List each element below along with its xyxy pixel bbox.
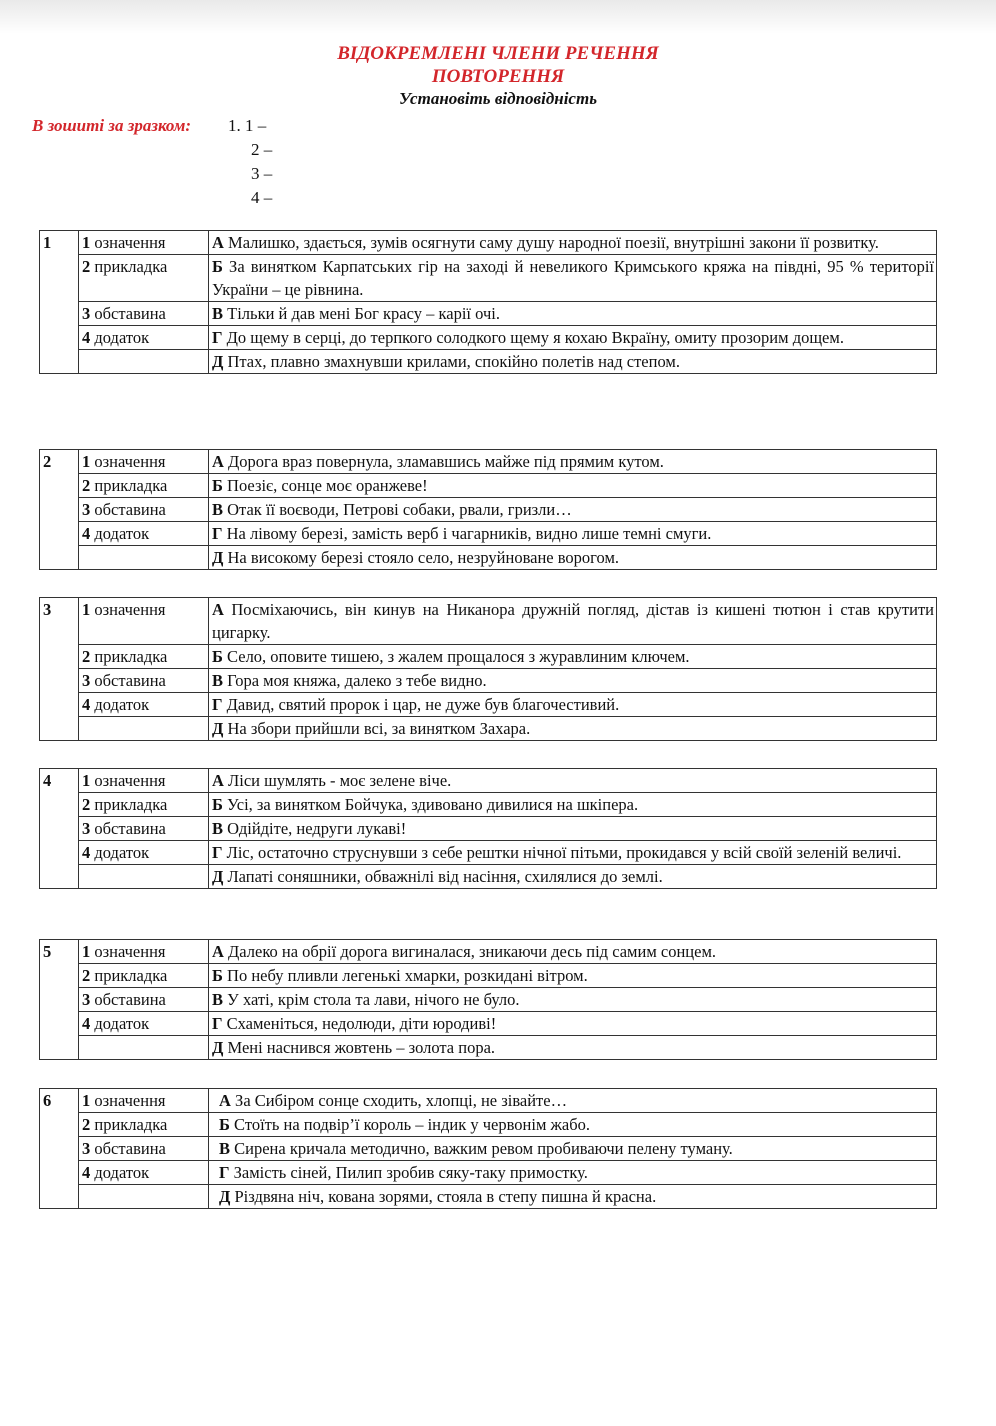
member-cell: 3 обставина bbox=[79, 498, 209, 522]
table-row bbox=[40, 255, 937, 302]
task-table-6 bbox=[39, 1088, 937, 1209]
sentence-letter: А bbox=[212, 942, 224, 961]
member-cell: 2 прикладка bbox=[79, 255, 209, 302]
sentence-text: Малишко, здається, зумів осягнути саму душу народної поезії, внутрішні закони її розвитку. bbox=[228, 233, 879, 252]
table-row bbox=[40, 1012, 937, 1036]
sentence-cell bbox=[209, 841, 937, 865]
sentence-letter: Г bbox=[219, 1163, 230, 1182]
member-cell: 2 прикладка bbox=[79, 793, 209, 817]
table-row bbox=[40, 1161, 937, 1185]
member-cell-empty bbox=[79, 717, 209, 741]
sentence-letter: Б bbox=[212, 647, 223, 666]
sentence-cell bbox=[209, 350, 937, 374]
member-cell: 4 додаток bbox=[79, 1161, 209, 1185]
sentence-text: Село, оповите тишею, з жалем прощалося з журавлиним ключем. bbox=[227, 647, 690, 666]
sentence-letter: А bbox=[219, 1091, 231, 1110]
sentence-cell bbox=[209, 598, 937, 645]
sentence-letter: А bbox=[212, 452, 224, 471]
sentence-cell bbox=[209, 793, 937, 817]
sentence-text: Сирена кричала методично, важким ревом пробиваючи пелену туману. bbox=[234, 1139, 733, 1158]
member-label: прикладка bbox=[94, 476, 168, 495]
sentence-text: Замість сіней, Пилип зробив сяку-таку примостку. bbox=[233, 1163, 588, 1182]
sentence-cell bbox=[209, 717, 937, 741]
sentence-cell bbox=[209, 669, 937, 693]
sentence-letter: В bbox=[212, 500, 224, 519]
sentence-text: Птах, плавно змахнувши крилами, спокійно полетів над степом. bbox=[227, 352, 680, 371]
sentence-text: Тільки й дав мені Бог красу – карії очі. bbox=[227, 304, 500, 323]
sentence-text: Усі, за винятком Бойчука, здивовано дивилися на шкіпера. bbox=[227, 795, 639, 814]
sentence-letter: В bbox=[219, 1139, 231, 1158]
table-row bbox=[40, 988, 937, 1012]
member-label: додаток bbox=[94, 328, 150, 347]
sentence-text: Дорога враз повернула, зламавшись майже під прямим кутом. bbox=[228, 452, 664, 471]
table-row bbox=[40, 717, 937, 741]
member-label: означення bbox=[94, 600, 166, 619]
sentence-text: Одійдіте, недруги лукаві! bbox=[227, 819, 407, 838]
sentence-text: За Сибіром сонце сходить, хлопці, не зівайте… bbox=[235, 1091, 568, 1110]
sentence-letter: Г bbox=[212, 695, 223, 714]
sentence-text: Поезіє, сонце моє оранжеве! bbox=[227, 476, 428, 495]
sentence-text: Стоїть на подвір’ї король – індик у червонім жабо. bbox=[234, 1115, 591, 1134]
sample-line: 3 – bbox=[251, 164, 273, 183]
sentence-letter: А bbox=[212, 771, 224, 790]
member-label: прикладка bbox=[94, 647, 168, 666]
sentence-text: До щему в серці, до терпкого солодкого щему я кохаю Вкраїну, омиту прозорим дощем. bbox=[226, 328, 844, 347]
sentence-letter: В bbox=[212, 819, 224, 838]
table-row bbox=[40, 793, 937, 817]
sentence-cell bbox=[209, 474, 937, 498]
table-row bbox=[40, 693, 937, 717]
sentence-text: Мені наснився жовтень – золота пора. bbox=[227, 1038, 496, 1057]
sentence-cell bbox=[209, 693, 937, 717]
sentence-letter: Б bbox=[212, 257, 223, 276]
table-row bbox=[40, 522, 937, 546]
table-row bbox=[40, 598, 937, 645]
member-cell: 3 обставина bbox=[79, 669, 209, 693]
table-row bbox=[40, 645, 937, 669]
sentence-letter: Г bbox=[212, 524, 223, 543]
sentence-letter: Д bbox=[212, 719, 224, 738]
sample-line: 2 – bbox=[251, 140, 273, 159]
table-row bbox=[40, 1089, 937, 1113]
sentence-letter: Б bbox=[212, 476, 223, 495]
table-row bbox=[40, 1185, 937, 1209]
sentence-cell bbox=[209, 940, 937, 964]
member-cell-empty bbox=[79, 546, 209, 570]
task-number: 2 bbox=[40, 450, 79, 570]
task-number: 5 bbox=[40, 940, 79, 1060]
title-line-2: ПОВТОРЕННЯ bbox=[431, 66, 565, 87]
sentence-letter: Д bbox=[212, 352, 224, 371]
sentence-letter: Б bbox=[212, 966, 223, 985]
member-cell-empty bbox=[79, 865, 209, 889]
table-row bbox=[40, 1113, 937, 1137]
member-cell: 2 прикладка bbox=[79, 1113, 209, 1137]
task-number: 1 bbox=[40, 231, 79, 374]
sentence-letter: Г bbox=[212, 843, 223, 862]
instruction: Установіть відповідність bbox=[399, 89, 597, 108]
member-label: обставина bbox=[94, 500, 166, 519]
sentence-letter: Б bbox=[212, 795, 223, 814]
worksheet-header bbox=[0, 42, 996, 110]
table-row bbox=[40, 546, 937, 570]
member-label: означення bbox=[94, 771, 166, 790]
sentence-cell bbox=[209, 1185, 937, 1209]
sentence-cell bbox=[209, 817, 937, 841]
table-row bbox=[40, 302, 937, 326]
task-number: 6 bbox=[40, 1089, 79, 1209]
table-row bbox=[40, 669, 937, 693]
member-label: додаток bbox=[94, 1014, 150, 1033]
table-row bbox=[40, 841, 937, 865]
member-label: додаток bbox=[94, 843, 150, 862]
member-cell: 1 означення bbox=[79, 769, 209, 793]
sentence-letter: Д bbox=[212, 867, 224, 886]
member-cell: 4 додаток bbox=[79, 1012, 209, 1036]
sentence-cell bbox=[209, 1161, 937, 1185]
task-number: 3 bbox=[40, 598, 79, 741]
top-shade bbox=[0, 0, 996, 34]
sentence-cell bbox=[209, 255, 937, 302]
sentence-cell bbox=[209, 522, 937, 546]
member-cell: 4 додаток bbox=[79, 522, 209, 546]
sentence-text: За винятком Карпатських гір на заході й невеликого Кримського кряжа на півдні, 95 % території України – це рівнина. bbox=[212, 257, 935, 299]
table-row bbox=[40, 817, 937, 841]
member-cell: 1 означення bbox=[79, 1089, 209, 1113]
member-cell-empty bbox=[79, 350, 209, 374]
sentence-cell bbox=[209, 1036, 937, 1060]
table-row bbox=[40, 450, 937, 474]
sentence-text: По небу пливли легенькі хмарки, розкидані вітром. bbox=[227, 966, 588, 985]
sentence-letter: В bbox=[212, 671, 224, 690]
sentence-letter: Д bbox=[212, 1038, 224, 1057]
sentence-text: Ліс, остаточно струснувши з себе рештки нічної пітьми, прокидався у всій своїй зеленій величі. bbox=[226, 843, 902, 862]
sentence-letter: А bbox=[212, 600, 224, 619]
sentence-text: Схаменіться, недолюди, діти юродиві! bbox=[226, 1014, 497, 1033]
member-label: означення bbox=[94, 452, 166, 471]
member-label: означення bbox=[94, 1091, 166, 1110]
sentence-text: На збори прийшли всі, за винятком Захара. bbox=[227, 719, 531, 738]
sentence-cell bbox=[209, 302, 937, 326]
table-row bbox=[40, 350, 937, 374]
task-table-5 bbox=[39, 939, 937, 1060]
title-line-1: ВІДОКРЕМЛЕНІ ЧЛЕНИ РЕЧЕННЯ bbox=[337, 43, 659, 64]
table-row bbox=[40, 326, 937, 350]
member-label: прикладка bbox=[94, 966, 168, 985]
sentence-cell bbox=[209, 1113, 937, 1137]
member-label: прикладка bbox=[94, 795, 168, 814]
task-table-4 bbox=[39, 768, 937, 889]
table-row bbox=[40, 474, 937, 498]
member-label: означення bbox=[94, 233, 166, 252]
member-cell: 1 означення bbox=[79, 450, 209, 474]
sentence-cell bbox=[209, 645, 937, 669]
sentence-text: У хаті, крім стола та лави, нічого не було. bbox=[227, 990, 520, 1009]
member-label: обставина bbox=[94, 990, 166, 1009]
table-row bbox=[40, 1137, 937, 1161]
member-label: означення bbox=[94, 942, 166, 961]
sentence-text: Отак її воєводи, Петрові собаки, рвали, гризли… bbox=[227, 500, 572, 519]
sentence-text: Посміхаючись, він кинув на Никанора дружній погляд, дістав із кишені тютюн і став крутити цигарку. bbox=[212, 600, 935, 642]
sentence-text: Гора моя княжа, далеко з тебе видно. bbox=[227, 671, 487, 690]
member-cell: 2 прикладка bbox=[79, 964, 209, 988]
table-row bbox=[40, 231, 937, 255]
member-cell: 4 додаток bbox=[79, 841, 209, 865]
task-table-1 bbox=[39, 230, 937, 374]
member-cell: 3 обставина bbox=[79, 817, 209, 841]
member-cell: 2 прикладка bbox=[79, 645, 209, 669]
sentence-letter: Д bbox=[219, 1187, 231, 1206]
table-row bbox=[40, 964, 937, 988]
sentence-letter: Г bbox=[212, 1014, 223, 1033]
sentence-cell bbox=[209, 1137, 937, 1161]
sample-line: 1. 1 – bbox=[228, 116, 267, 135]
member-cell: 4 додаток bbox=[79, 693, 209, 717]
member-cell: 3 обставина bbox=[79, 988, 209, 1012]
sentence-cell bbox=[209, 769, 937, 793]
sentence-text: На лівому березі, замість верб і чагарників, видно лише темні смуги. bbox=[226, 524, 712, 543]
sentence-letter: Г bbox=[212, 328, 223, 347]
sentence-text: Далеко на обрії дорога вигиналася, зникаючи десь під самим сонцем. bbox=[228, 942, 717, 961]
member-label: додаток bbox=[94, 695, 150, 714]
sentence-text: Лапаті соняшники, обважнілі від насіння, схилялися до землі. bbox=[227, 867, 663, 886]
sentence-letter: Б bbox=[219, 1115, 230, 1134]
sentence-cell bbox=[209, 865, 937, 889]
member-cell: 2 прикладка bbox=[79, 474, 209, 498]
sentence-cell bbox=[209, 450, 937, 474]
sentence-letter: В bbox=[212, 304, 224, 323]
member-cell-empty bbox=[79, 1036, 209, 1060]
sentence-cell bbox=[209, 231, 937, 255]
member-cell: 4 додаток bbox=[79, 326, 209, 350]
sentence-cell bbox=[209, 498, 937, 522]
member-label: обставина bbox=[94, 304, 166, 323]
sentence-letter: В bbox=[212, 990, 224, 1009]
task-table-2 bbox=[39, 449, 937, 570]
member-cell: 1 означення bbox=[79, 598, 209, 645]
sentence-cell bbox=[209, 326, 937, 350]
table-row bbox=[40, 769, 937, 793]
sentence-cell bbox=[209, 1089, 937, 1113]
sentence-cell bbox=[209, 1012, 937, 1036]
table-row bbox=[40, 865, 937, 889]
task-number: 4 bbox=[40, 769, 79, 889]
sentence-text: Різдвяна ніч, кована зорями, стояла в степу пишна й красна. bbox=[234, 1187, 657, 1206]
member-cell: 3 обставина bbox=[79, 302, 209, 326]
member-label: прикладка bbox=[94, 1115, 168, 1134]
member-label: додаток bbox=[94, 524, 150, 543]
sentence-letter: А bbox=[212, 233, 224, 252]
sentence-cell bbox=[209, 546, 937, 570]
member-label: додаток bbox=[94, 1163, 150, 1182]
table-row bbox=[40, 498, 937, 522]
sample-label: В зошиті за зразком: bbox=[32, 116, 192, 135]
member-cell: 1 означення bbox=[79, 940, 209, 964]
member-cell-empty bbox=[79, 1185, 209, 1209]
sentence-letter: Д bbox=[212, 548, 224, 567]
sentence-text: На високому березі стояло село, незруйноване ворогом. bbox=[227, 548, 620, 567]
member-label: обставина bbox=[94, 671, 166, 690]
sentence-text: Ліси шумлять - моє зелене віче. bbox=[228, 771, 452, 790]
sample-line: 4 – bbox=[251, 188, 273, 207]
member-cell: 3 обставина bbox=[79, 1137, 209, 1161]
table-row bbox=[40, 1036, 937, 1060]
sentence-cell bbox=[209, 988, 937, 1012]
member-label: обставина bbox=[94, 1139, 166, 1158]
member-label: обставина bbox=[94, 819, 166, 838]
sample-lines bbox=[228, 114, 272, 210]
task-table-3 bbox=[39, 597, 937, 741]
sentence-cell bbox=[209, 964, 937, 988]
sample-answer-format bbox=[32, 114, 273, 207]
member-label: прикладка bbox=[94, 257, 168, 276]
sentence-text: Давид, святий пророк і цар, не дуже був благочестивий. bbox=[226, 695, 620, 714]
member-cell: 1 означення bbox=[79, 231, 209, 255]
table-row bbox=[40, 940, 937, 964]
